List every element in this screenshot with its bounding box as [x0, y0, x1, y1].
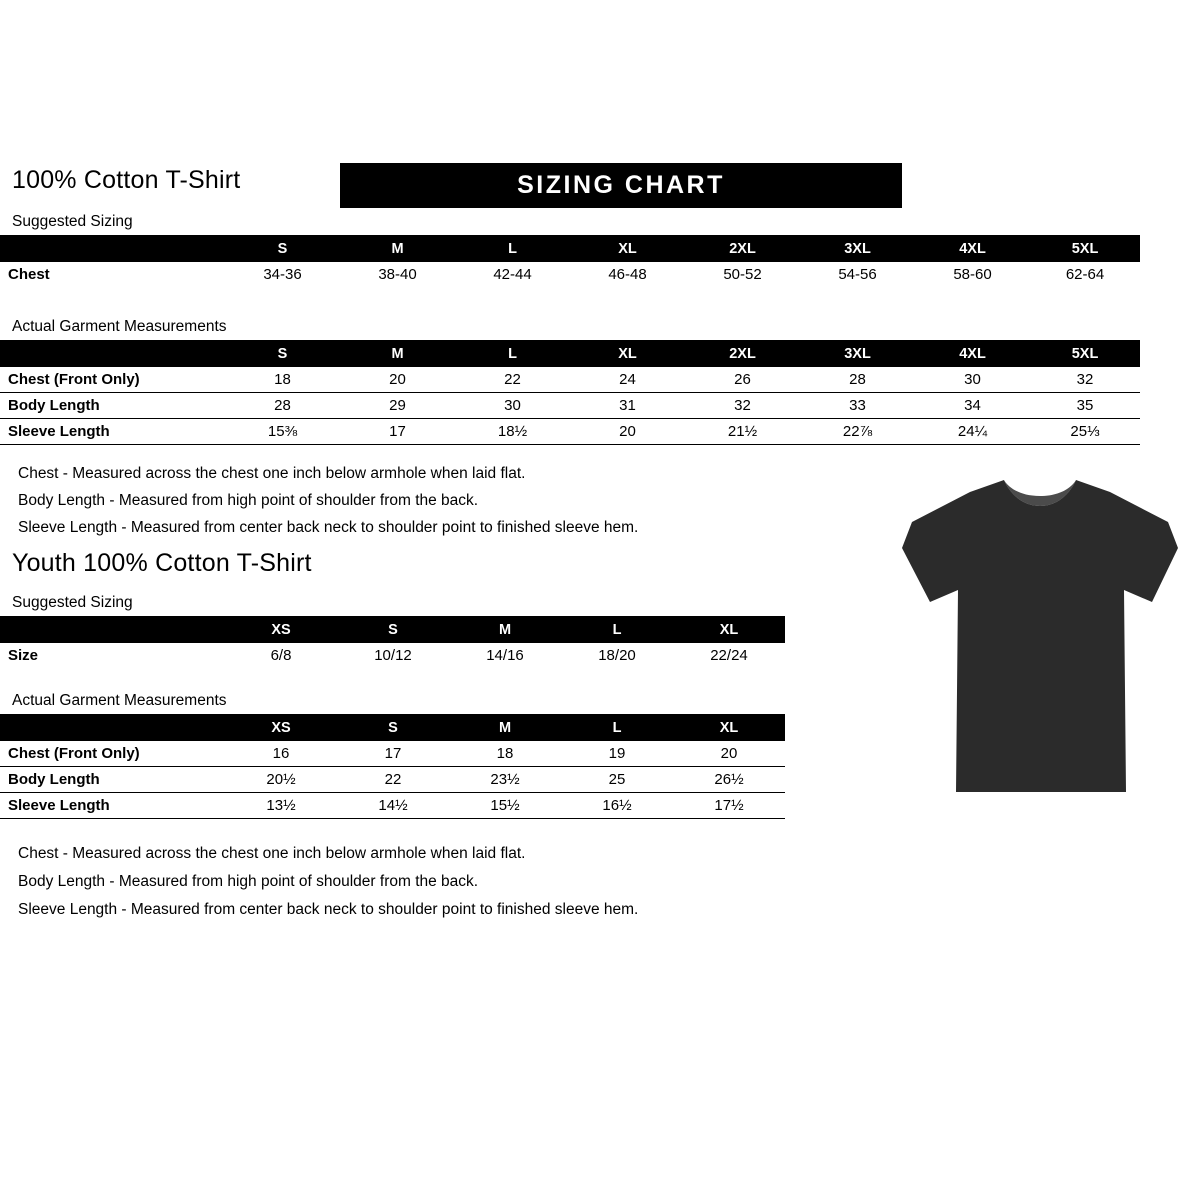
cell: 16½: [561, 793, 673, 819]
row-label: Chest (Front Only): [0, 367, 225, 393]
cell: 54-56: [838, 266, 877, 283]
cell: 34: [915, 393, 1030, 419]
table-header-row: [0, 714, 785, 741]
table-header-row: [0, 340, 1140, 367]
table-row: [0, 419, 1140, 445]
row-label: Sleeve Length: [0, 793, 225, 819]
cell: 32: [685, 393, 800, 419]
cell: 33: [800, 393, 915, 419]
row-label: Body Length: [0, 393, 225, 419]
adult-suggested-caption: Suggested Sizing: [12, 213, 133, 230]
col-header: 2XL: [685, 340, 800, 367]
cell: 28: [800, 367, 915, 393]
col-header: 4XL: [915, 235, 1030, 262]
cell: 46-48: [608, 266, 647, 283]
col-header: S: [225, 340, 340, 367]
cell: 14/16: [486, 647, 524, 664]
cell: 24: [570, 367, 685, 393]
col-header: 4XL: [915, 340, 1030, 367]
cell: 20: [673, 741, 785, 767]
youth-note-chest: Chest - Measured across the chest one inch below armhole when laid flat.: [18, 845, 526, 862]
col-header: [0, 340, 225, 367]
cell: 31: [570, 393, 685, 419]
col-header: XL: [570, 235, 685, 262]
adult-actual-table: [0, 340, 1140, 445]
cell: 10/12: [374, 647, 412, 664]
col-header: L: [455, 235, 570, 262]
adult-note-body-length: Body Length - Measured from high point of shoulder from the back.: [18, 492, 479, 509]
cell: 22: [455, 367, 570, 393]
cell: 25⅓: [1030, 419, 1140, 445]
col-header: XL: [570, 340, 685, 367]
col-header: M: [449, 714, 561, 741]
cell: 17: [337, 741, 449, 767]
row-label: Chest: [8, 266, 50, 283]
adult-section-title: 100% Cotton T-Shirt: [12, 166, 241, 194]
table-header-row: [0, 235, 1140, 262]
cell: 21½: [685, 419, 800, 445]
cell: 6/8: [270, 647, 292, 664]
cell: 15½: [449, 793, 561, 819]
col-header: M: [340, 235, 455, 262]
cell: 25: [561, 767, 673, 793]
adult-actual-caption: Actual Garment Measurements: [12, 318, 227, 335]
youth-section-title: Youth 100% Cotton T-Shirt: [12, 549, 312, 577]
cell: 58-60: [953, 266, 992, 283]
col-header: L: [455, 340, 570, 367]
cell: 26: [685, 367, 800, 393]
col-header: S: [337, 714, 449, 741]
cell: 28: [225, 393, 340, 419]
cell: 22⅞: [800, 419, 915, 445]
col-header: XL: [673, 714, 785, 741]
col-header: 3XL: [800, 235, 915, 262]
cell: 22: [337, 767, 449, 793]
cell: 34-36: [263, 266, 302, 283]
cell: 20½: [225, 767, 337, 793]
table-row: [0, 367, 1140, 393]
cell: 23½: [449, 767, 561, 793]
youth-actual-table: [0, 714, 785, 819]
cell: 16: [225, 741, 337, 767]
cell: 50-52: [723, 266, 762, 283]
table-row: [0, 767, 785, 793]
sizing-chart-banner-label: SIZING CHART: [517, 171, 725, 199]
col-header: 3XL: [800, 340, 915, 367]
cell: 30: [915, 367, 1030, 393]
youth-actual-caption: Actual Garment Measurements: [12, 692, 227, 709]
cell: 26½: [673, 767, 785, 793]
cell: 62-64: [1065, 266, 1105, 283]
cell: 22/24: [710, 647, 748, 664]
col-header: M: [449, 616, 561, 643]
cell: 18/20: [598, 647, 636, 664]
cell: 20: [340, 367, 455, 393]
cell: 17: [340, 419, 455, 445]
cell: 35: [1030, 393, 1140, 419]
cell: 18: [449, 741, 561, 767]
col-header: [0, 235, 225, 262]
col-header: 5XL: [1030, 340, 1140, 367]
col-header: L: [561, 616, 673, 643]
adult-note-chest: Chest - Measured across the chest one inch below armhole when laid flat.: [18, 465, 526, 482]
tshirt-icon: [900, 470, 1180, 810]
cell: 29: [340, 393, 455, 419]
cell: 19: [561, 741, 673, 767]
table-row: [0, 393, 1140, 419]
youth-note-sleeve-length: Sleeve Length - Measured from center back neck to shoulder point to finished sleeve hem.: [18, 901, 639, 918]
cell: 13½: [225, 793, 337, 819]
cell: 20: [570, 419, 685, 445]
col-header: S: [225, 235, 340, 262]
col-header: XS: [225, 616, 337, 643]
cell: 32: [1030, 367, 1140, 393]
cell: 18: [225, 367, 340, 393]
col-header: XS: [225, 714, 337, 741]
col-header: M: [340, 340, 455, 367]
row-label: Body Length: [0, 767, 225, 793]
adult-suggested-table: [0, 235, 1140, 287]
cell: 42-44: [493, 266, 532, 283]
cell: 38-40: [378, 266, 417, 283]
col-header: XL: [673, 616, 785, 643]
table-row: [0, 793, 785, 819]
sizing-chart-banner: [340, 163, 902, 208]
col-header: 2XL: [685, 235, 800, 262]
cell: 15⅜: [225, 419, 340, 445]
row-label: Size: [8, 647, 39, 664]
youth-suggested-caption: Suggested Sizing: [12, 594, 133, 611]
cell: 14½: [337, 793, 449, 819]
table-row: [0, 643, 785, 668]
col-header: 5XL: [1030, 235, 1140, 262]
row-label: Chest (Front Only): [0, 741, 225, 767]
cell: 30: [455, 393, 570, 419]
cell: 18½: [455, 419, 570, 445]
col-header: [0, 714, 225, 741]
adult-note-sleeve-length: Sleeve Length - Measured from center back neck to shoulder point to finished sleeve hem.: [18, 519, 639, 536]
cell: 24¼: [915, 419, 1030, 445]
row-label: Sleeve Length: [0, 419, 225, 445]
table-row: [0, 262, 1140, 287]
product-image-tshirt: [900, 470, 1180, 810]
table-row: [0, 741, 785, 767]
col-header: S: [337, 616, 449, 643]
col-header: L: [561, 714, 673, 741]
col-header: [0, 616, 225, 643]
youth-suggested-table: [0, 616, 785, 668]
cell: 17½: [673, 793, 785, 819]
table-header-row: [0, 616, 785, 643]
youth-note-body-length: Body Length - Measured from high point of shoulder from the back.: [18, 873, 479, 890]
